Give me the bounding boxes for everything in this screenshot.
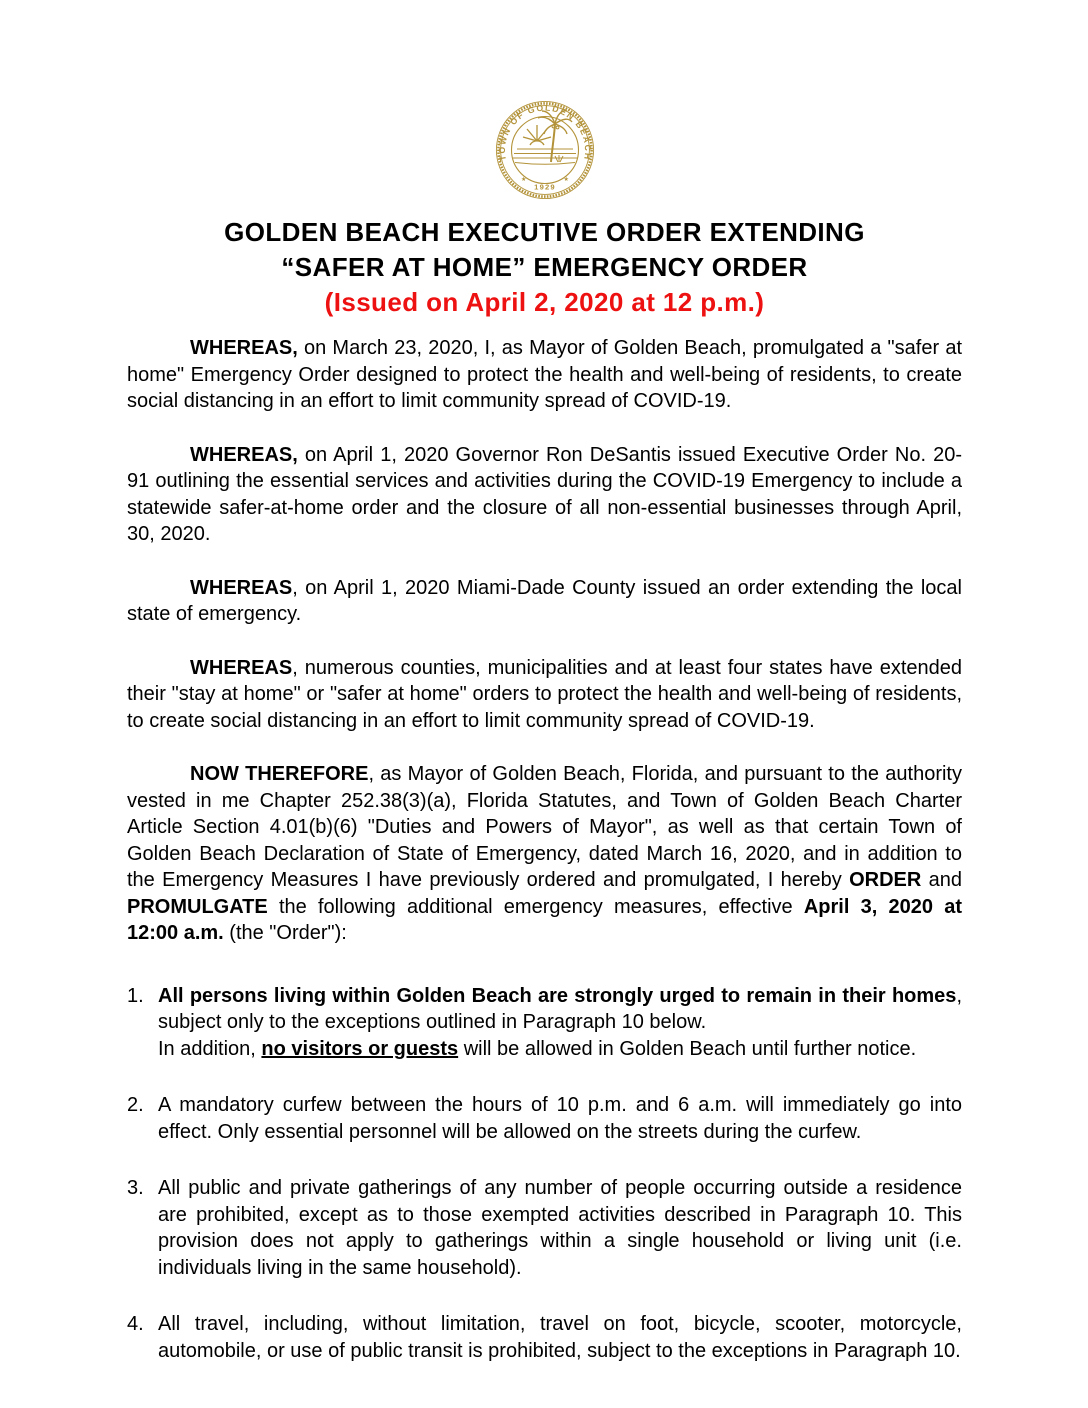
seal-inner-ring — [511, 117, 578, 184]
whereas-paragraph-2: WHEREAS, on April 1, 2020 Governor Ron DeSantis issued Executive Order No. 20-91 outlining the essential services and activities during the COVID-19 Emergency to include a statewide safer-at-home order and the closure of all non-essential businesses through April, 30, 2020. — [127, 443, 962, 545]
whereas-paragraph-4: WHEREAS, numerous counties, municipalities and at least four states have extended their "stay at home" or "safer at home" orders to protect the health and well-being of residents, to create social distancing in an effort to limit community spread of COVID-19. — [127, 656, 962, 732]
seal-container — [127, 0, 962, 205]
order-item-1 — [127, 983, 962, 1063]
order-item-4 — [127, 1311, 962, 1364]
seal-star-left-icon: ★ — [520, 177, 526, 183]
order-item-number: 4. — [127, 1313, 144, 1335]
document-title — [127, 215, 962, 320]
now-therefore-paragraph: NOW THEREFORE, as Mayor of Golden Beach, Florida, and pursuant to the authority vested in me Chapter 252.38(3)(a), Florida Statutes, and Town of Golden Beach Charter Article Section 4.01(b)(6) "Duties and Powers of Mayor", as well as that certain Town of Golden Beach Declaration of State of Emergency, dated March 16, 2020, and in addition to the Emergency Measures I have previously ordered and promulgated, I hereby ORDER and PROMULGATE the following additional emergency measures, effective April 3, 2020 at 12:00 a.m. (the "Order"): — [127, 763, 962, 944]
sea-lines — [513, 149, 577, 164]
issued-date-line: (Issued on April 2, 2020 at 12 p.m.) — [324, 287, 765, 317]
order-item-text: All public and private gatherings of any number of people occurring outside a residence are prohibited, except as to those exempted activities described in Paragraph 10. This provision does not apply to gatherings within a single household or living unit (i.e. individuals living in the same household). — [158, 1177, 962, 1279]
whereas-paragraph-3: WHEREAS, on April 1, 2020 Miami-Dade County issued an order extending the local state of emergency. — [127, 576, 962, 625]
order-item-3 — [127, 1175, 962, 1281]
seal-year-text: 1929 — [533, 182, 556, 192]
order-item-text: All persons living within Golden Beach are strongly urged to remain in their homes, subject only to the exceptions outlined in Paragraph 10 below. In addition, no visitors or guests will be allowed in Golden Beach until further notice. — [158, 984, 962, 1060]
order-item-2 — [127, 1092, 962, 1145]
order-measures-list — [127, 983, 962, 1365]
order-item-text: All travel, including, without limitation, travel on foot, bicycle, scooter, motorcycle, automobile, or use of public transit is prohibited, subject to the exceptions in Paragraph 10. — [158, 1313, 962, 1362]
town-of-golden-beach-seal-icon — [493, 100, 597, 200]
document-body — [127, 335, 962, 1364]
order-item-number: 3. — [127, 1177, 144, 1199]
order-item-number: 2. — [127, 1094, 144, 1116]
seal-ring-text: TOWN OF GOLDEN BEACH — [496, 102, 593, 162]
title-line-2: “SAFER AT HOME” EMERGENCY ORDER — [281, 252, 808, 282]
order-item-number: 1. — [127, 984, 144, 1007]
whereas-paragraph-1: WHEREAS, on March 23, 2020, I, as Mayor of Golden Beach, promulgated a "safer at home" Emergency Order designed to protect the health and well-being of residents, to create social distancing in an effort to limit community spread of COVID-19. — [127, 337, 962, 412]
title-line-1: GOLDEN BEACH EXECUTIVE ORDER EXTENDING — [224, 217, 865, 247]
order-item-text: A mandatory curfew between the hours of 10 p.m. and 6 a.m. will immediately go into effect. Only essential personnel will be allowed on the streets during the curfew. — [158, 1094, 962, 1143]
beach-grass — [555, 155, 563, 162]
seal-star-right-icon: ★ — [563, 177, 569, 183]
